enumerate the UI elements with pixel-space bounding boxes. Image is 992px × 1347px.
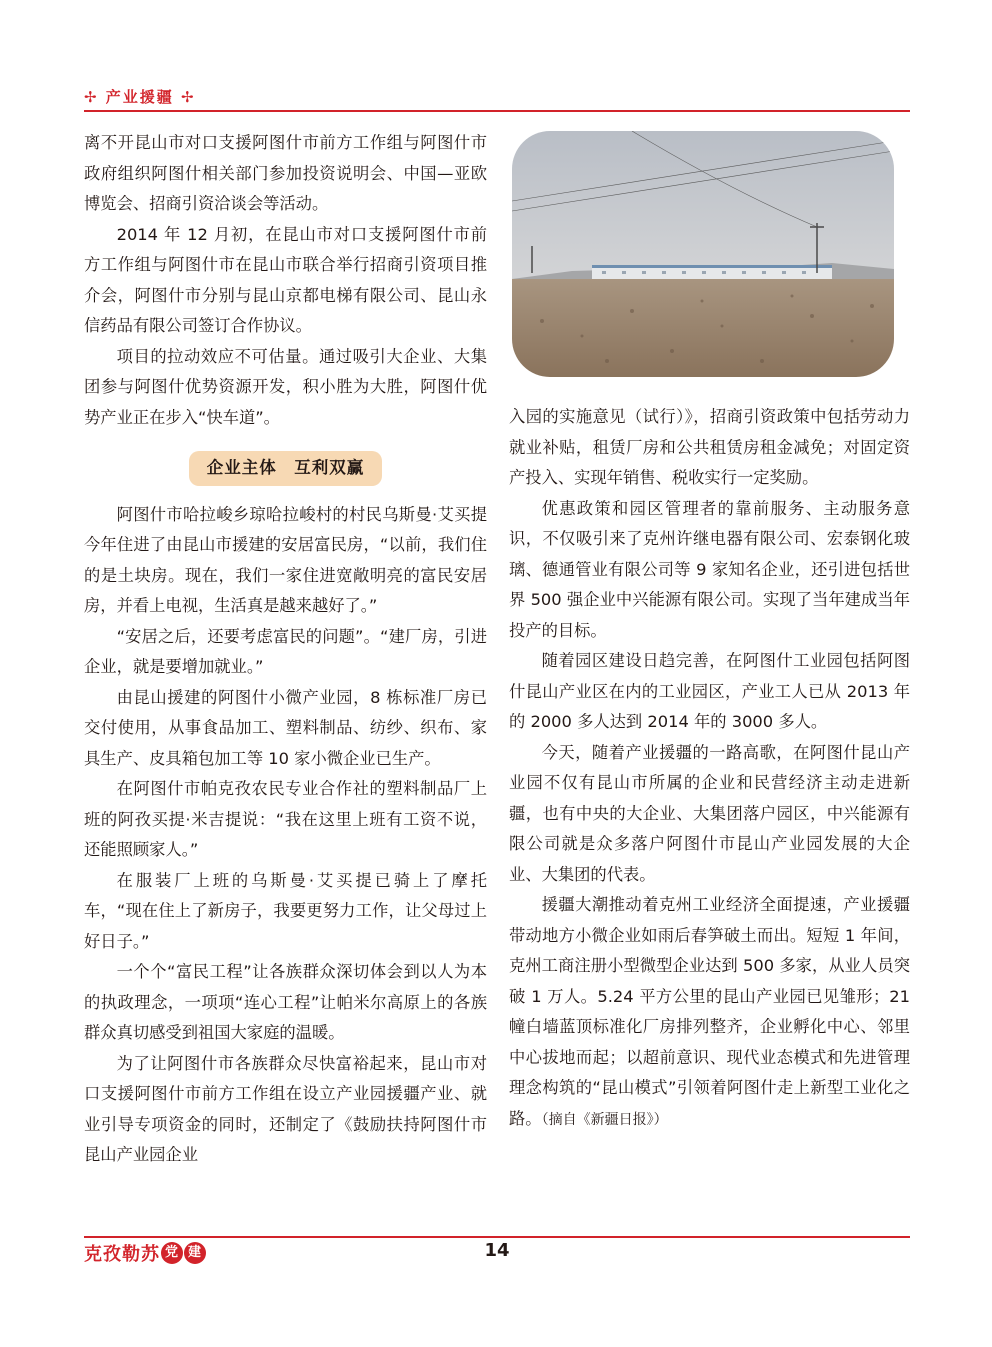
page-number: 14: [484, 1240, 510, 1261]
header-rule: [84, 110, 910, 112]
paragraph: 一个个“富民工程”让各族群众深切体会到以人为本的执政理念，一项项“连心工程”让帕米尔高原上的各族群众真切感受到祖国大家庭的温暖。: [84, 962, 487, 1042]
paragraph-text: 援疆大潮推动着克州工业经济全面提速，产业援疆带动地方小微企业如雨后春笋破土而出。短短 1 年间，克州工商注册小型微型企业达到 500 多家，从业人员突破 1 万人。5.24 平方公里的昆山产业园已见雏形；21 幢白墙蓝顶标准化厂房排列整齐，企业孵化中心、邻里中心拔地而起；以超前意识、现代业态模式和先进管理理念构筑的“昆山模式”引领着阿图什走上新型工业化之路。: [509, 895, 910, 1128]
paragraph: 在阿图什市帕克孜农民专业合作社的塑料制品厂上班的阿孜买提·米吉提说：“我在这里上班有工资不说，还能照顾家人。”: [84, 779, 487, 859]
left-column: [84, 128, 487, 1171]
paragraph: 2014 年 12 月初，在昆山市对口支援阿图什市前方工作组与阿图什市在昆山市联合举行招商引资项目推介会，阿图什市分别与昆山京都电梯有限公司、昆山永信药品有限公司签订合作协议。: [84, 224, 487, 335]
section-label: ✢ 产业援疆 ✢: [84, 88, 196, 106]
paragraph: 随着园区建设日趋完善，在阿图什工业园包括阿图什昆山产业区在内的工业园区，产业工人已从 2013 年的 2000 多人达到 2014 年的 3000 多人。: [509, 651, 910, 731]
paragraph: 阿图什市哈拉峻乡琼哈拉峻村的村民乌斯曼·艾买提今年住进了由昆山市援建的安居富民房，“以前，我们住的是土块房。现在，我们一家住进宽敞明亮的富民安居房，并看上电视，生活真是越来越好了。”: [84, 504, 487, 615]
paragraph-with-source: [509, 890, 910, 1135]
section-title: 企业主体 互利双赢: [189, 451, 383, 486]
paragraph: 项目的拉动效应不可估量。通过吸引大企业、大集团参与阿图什优势资源开发，积小胜为大胜，阿图什优势产业正在步入“快车道”。: [84, 346, 487, 427]
paragraph: 今天，随着产业援疆的一路高歌，在阿图什昆山产业园不仅有昆山市所属的企业和民营经济主动走进新疆，也有中央的大企业、大集团落户园区，中兴能源有限公司就是众多落户阿图什市昆山产业园发展的大企业、大集团的代表。: [509, 742, 910, 884]
paragraph: 离不开昆山市对口支援阿图什市前方工作组与阿图什市政府组织阿图什相关部门参加投资说明会、中国—亚欧博览会、招商引资洽谈会等活动。: [84, 133, 487, 213]
paragraph: 在服装厂上班的乌斯曼·艾买提已骑上了摩托车，“现在住上了新房子，我要更努力工作，让父母过上好日子。”: [84, 870, 487, 951]
page-header: [84, 84, 910, 112]
source-citation: （摘自《新疆日报》）: [541, 1111, 668, 1128]
logo-circle-2: 建: [184, 1242, 206, 1264]
right-column: [509, 402, 910, 1135]
paragraph: “安居之后，还要考虑富民的问题”。“建厂房，引进企业，就是要增加就业。”: [84, 626, 487, 676]
photo-illustration: [512, 131, 894, 377]
section-heading: [84, 451, 487, 486]
industrial-park-photo: [512, 131, 894, 377]
footer-rule: [84, 1236, 910, 1238]
paragraph: 为了让阿图什市各族群众尽快富裕起来，昆山市对口支援阿图什市前方工作组在设立产业园援疆产业、就业引导专项资金的同时，还制定了《鼓励扶持阿图什市昆山产业园企业: [84, 1053, 487, 1164]
logo-circle-1: 党: [161, 1242, 183, 1264]
paragraph: 入园的实施意见（试行）》，招商引资政策中包括劳动力就业补贴，租赁厂房和公共租赁房租金减免；对固定资产投入、实现年销售、税收实行一定奖励。: [509, 407, 910, 487]
logo-text: 克孜勒苏: [84, 1244, 160, 1265]
paragraph: 优惠政策和园区管理者的靠前服务、主动服务意识，不仅吸引来了克州许继电器有限公司、宏泰钢化玻璃、德通管业有限公司等 9 家知名企业，还引进包括世界 500 强企业中兴能源有限公司。实现了当年建成当年投产的目标。: [509, 498, 910, 640]
page-footer: [84, 1236, 910, 1270]
paragraph: 由昆山援建的阿图什小微产业园，8 栋标准厂房已交付使用，从事食品加工、塑料制品、纺纱、织布、家具生产、皮具箱包加工等 10 家小微企业已生产。: [84, 687, 487, 768]
